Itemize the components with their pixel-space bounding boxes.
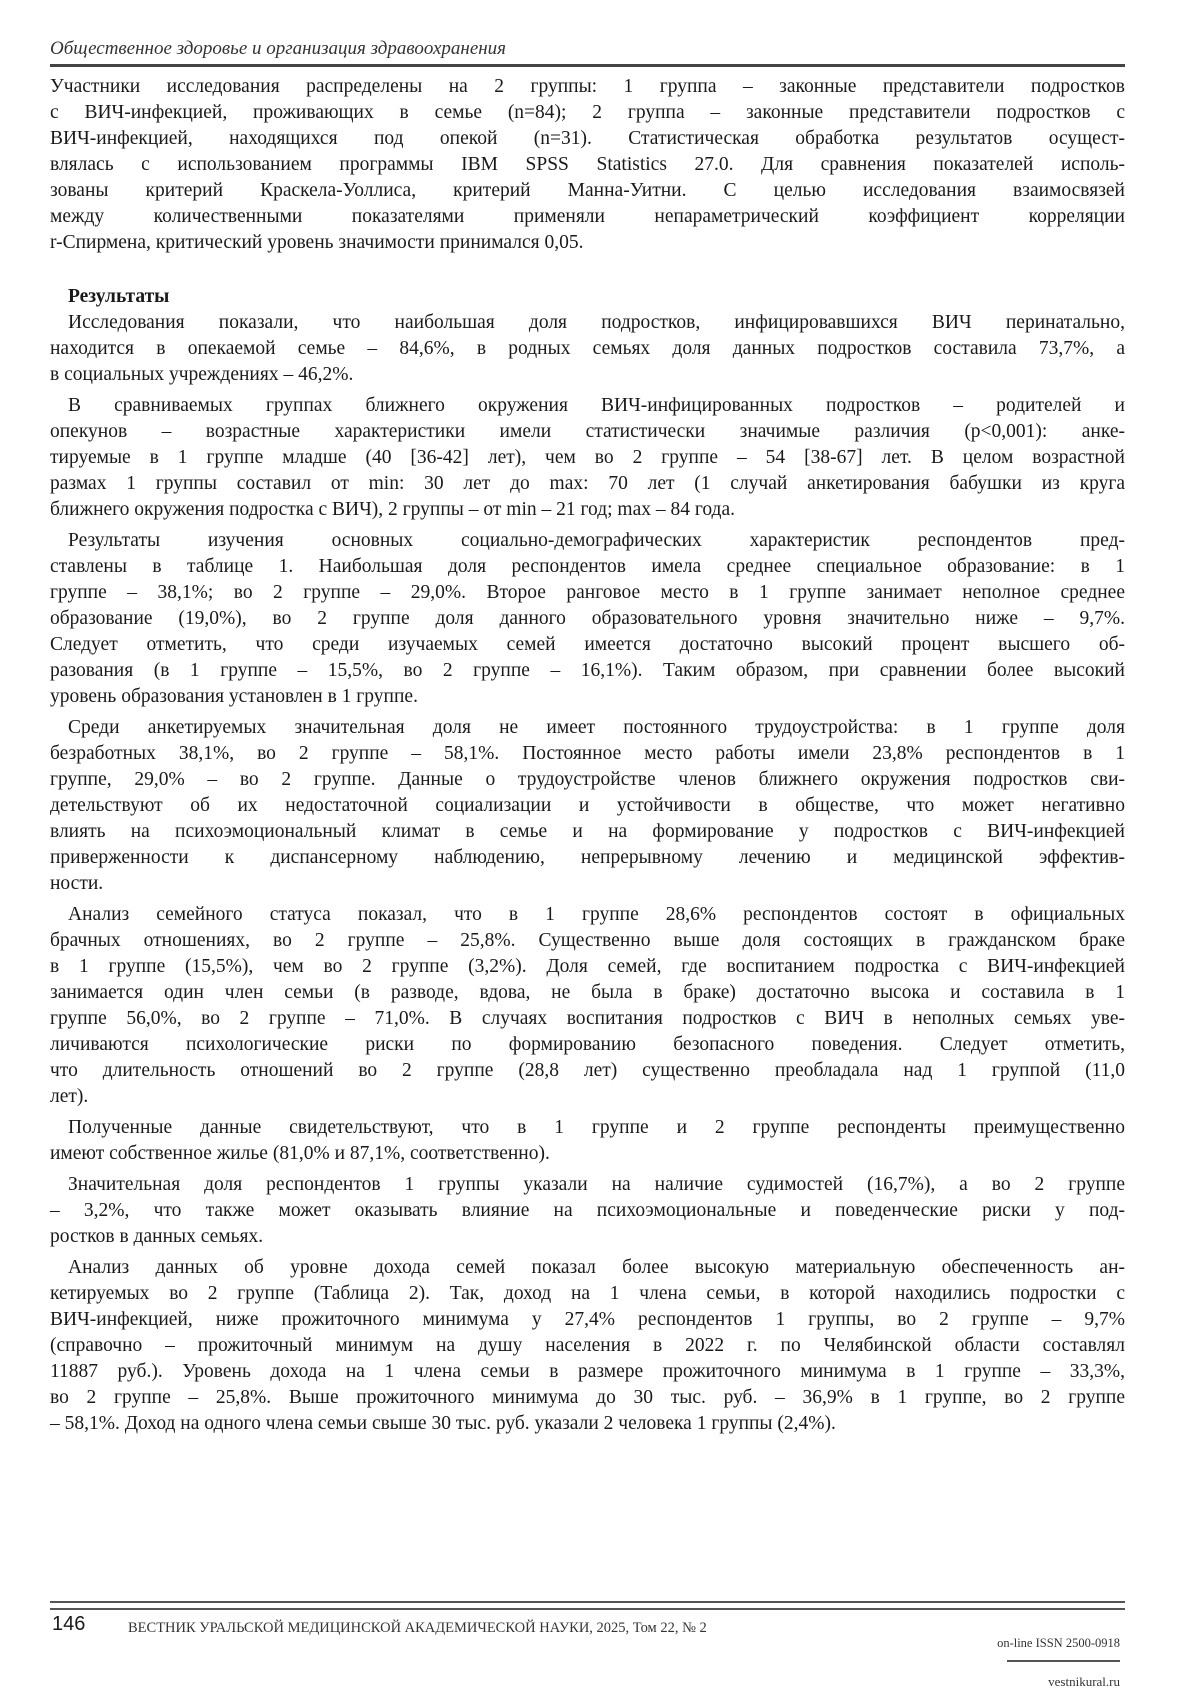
footer-divider <box>50 1601 1125 1610</box>
text-line: В сравниваемых группах ближнего окружения ВИЧ-инфицированных подростков – родителей и <box>50 393 1125 419</box>
text-line: группе, 29,0% – во 2 группе. Данные о трудоустройстве членов ближнего окружения подростков сви- <box>50 767 1125 793</box>
text-line: образование (19,0%), во 2 группе доля данного образовательного уровня значительно ниже – 9,7%. <box>50 606 1125 632</box>
paragraph <box>50 310 1125 388</box>
text-line: детельствуют об их недостаточной социализации и устойчивости в обществе, что может негативно <box>50 793 1125 819</box>
text-line: личиваются психологические риски по формированию безопасного поведения. Следует отметить, <box>50 1032 1125 1058</box>
text-line: разования (в 1 группе – 15,5%, во 2 группе – 16,1%). Таким образом, при сравнении более высокий <box>50 658 1125 684</box>
issn-underline <box>1007 1660 1120 1662</box>
text-line: ближнего окружения подростка с ВИЧ), 2 группы – от min – 21 год; max – 84 года. <box>50 497 1125 523</box>
text-line: лет). <box>50 1084 1125 1110</box>
text-line: во 2 группе – 25,8%. Выше прожиточного минимума до 30 тыс. руб. – 36,9% в 1 группе, во 2 группе <box>50 1385 1125 1411</box>
text-line: r-Спирмена, критический уровень значимости принимался 0,05. <box>50 230 1125 256</box>
journal-website-link[interactable]: vestnikural.ru <box>1048 1674 1120 1690</box>
paragraph <box>50 715 1125 897</box>
text-line: Полученные данные свидетельствуют, что в 1 группе и 2 группе респонденты преимущественно <box>50 1115 1125 1141</box>
header-divider <box>50 64 1125 67</box>
text-line: Значительная доля респондентов 1 группы указали на наличие судимостей (16,7%), а во 2 группе <box>50 1172 1125 1198</box>
text-line: ростков в данных семьях. <box>50 1224 1125 1250</box>
paragraph <box>50 1115 1125 1167</box>
text-line: Следует отметить, что среди изучаемых семей имеется достаточно высокий процент высшего об- <box>50 632 1125 658</box>
text-line: приверженности к диспансерному наблюдению, непрерывному лечению и медицинской эффектив- <box>50 845 1125 871</box>
text-line: кетируемых во 2 группе (Таблица 2). Так, доход на 1 члена семьи, в которой находились подростки с <box>50 1281 1125 1307</box>
text-line: ности. <box>50 871 1125 897</box>
text-line: опекунов – возрастные характеристики имели статистически значимые различия (p<0,001): анке- <box>50 419 1125 445</box>
text-line: – 3,2%, что также может оказывать влияние на психоэмоциональные и поведенческие риски у под- <box>50 1198 1125 1224</box>
page-number: 146 <box>52 1613 85 1636</box>
text-line: ВИЧ-инфекцией, ниже прожиточного минимума у 27,4% респондентов 1 группы, во 2 группе – 9,7% <box>50 1307 1125 1333</box>
text-line: ставлены в таблице 1. Наибольшая доля респондентов имела среднее специальное образование: в 1 <box>50 554 1125 580</box>
issn: on-line ISSN 2500-0918 <box>997 1636 1120 1651</box>
text-line: Исследования показали, что наибольшая доля подростков, инфицировавшихся ВИЧ перинатально, <box>50 310 1125 336</box>
text-line: в 1 группе (15,5%), чем во 2 группе (3,2%). Доля семей, где воспитанием подростка с ВИЧ-инфекцией <box>50 954 1125 980</box>
text-line: брачных отношениях, во 2 группе – 25,8%. Существенно выше доля состоящих в гражданском браке <box>50 928 1125 954</box>
paragraph <box>50 528 1125 710</box>
text-line: с ВИЧ-инфекцией, проживающих в семье (n=84); 2 группа – законные представители подростков с <box>50 100 1125 126</box>
running-title: Общественное здоровье и организация здравоохранения <box>50 38 506 60</box>
section-title-results: Результаты <box>50 284 1125 310</box>
methods-paragraph <box>50 74 1125 256</box>
text-line: группе – 38,1%; во 2 группе – 29,0%. Второе ранговое место в 1 группе занимает неполное среднее <box>50 580 1125 606</box>
text-line: уровень образования установлен в 1 группе. <box>50 684 1125 710</box>
text-line: размах 1 группы составил от min: 30 лет до max: 70 лет (1 случай анкетирования бабушки из круга <box>50 471 1125 497</box>
text-line: зованы критерий Краскела-Уоллиса, критерий Манна-Уитни. С целью исследования взаимосвязей <box>50 178 1125 204</box>
text-line: безработных 38,1%, во 2 группе – 58,1%. Постоянное место работы имели 23,8% респондентов в 1 <box>50 741 1125 767</box>
article-body <box>50 74 1125 1442</box>
text-line: влиять на психоэмоциональный климат в семье и на формирование у подростков с ВИЧ-инфекцией <box>50 819 1125 845</box>
text-line: находится в опекаемой семье – 84,6%, в родных семьях доля данных подростков составила 73,7%, а <box>50 336 1125 362</box>
text-line: ВИЧ-инфекцией, находящихся под опекой (n=31). Статистическая обработка результатов осущест- <box>50 126 1125 152</box>
paragraph <box>50 1255 1125 1437</box>
text-line: между количественными показателями применяли непараметрический коэффициент корреляции <box>50 204 1125 230</box>
text-line: Результаты изучения основных социально-демографических характеристик респондентов пред- <box>50 528 1125 554</box>
text-line: в социальных учреждениях – 46,2%. <box>50 362 1125 388</box>
results-section <box>50 310 1125 1437</box>
text-line: Среди анкетируемых значительная доля не имеет постоянного трудоустройства: в 1 группе доля <box>50 715 1125 741</box>
text-line: группе 56,0%, во 2 группе – 71,0%. В случаях воспитания подростков с ВИЧ в неполных семьях уве- <box>50 1006 1125 1032</box>
text-line: – 58,1%. Доход на одного члена семьи свыше 30 тыс. руб. указали 2 человека 1 группы (2,4%). <box>50 1411 1125 1437</box>
text-line: 11887 руб.). Уровень дохода на 1 члена семьи в размере прожиточного минимума в 1 группе – 33,3%, <box>50 1359 1125 1385</box>
text-line: имеют собственное жилье (81,0% и 87,1%, соответственно). <box>50 1141 1125 1167</box>
paragraph <box>50 393 1125 523</box>
text-line: Анализ семейного статуса показал, что в 1 группе 28,6% респондентов состоят в официальных <box>50 902 1125 928</box>
paragraph <box>50 902 1125 1110</box>
text-line: тируемые в 1 группе младше (40 [36-42] лет), чем во 2 группе – 54 [38-67] лет. В целом возрастной <box>50 445 1125 471</box>
text-line: что длительность отношений во 2 группе (28,8 лет) существенно преобладала над 1 группой (11,0 <box>50 1058 1125 1084</box>
text-line: Участники исследования распределены на 2 группы: 1 группа – законные представители подростков <box>50 74 1125 100</box>
text-line: Анализ данных об уровне дохода семей показал более высокую материальную обеспеченность ан- <box>50 1255 1125 1281</box>
text-line: (справочно – прожиточный минимум на душу населения в 2022 г. по Челябинской области составлял <box>50 1333 1125 1359</box>
text-line: занимается один член семьи (в разводе, вдова, не была в браке) достаточно высока и составила в 1 <box>50 980 1125 1006</box>
paragraph <box>50 1172 1125 1250</box>
text-line: влялась с использованием программы IBM SPSS Statistics 27.0. Для сравнения показателей исполь- <box>50 152 1125 178</box>
journal-citation: ВЕСТНИК УРАЛЬСКОЙ МЕДИЦИНСКОЙ АКАДЕМИЧЕСКОЙ НАУКИ, 2025, Том 22, № 2 <box>128 1620 707 1637</box>
